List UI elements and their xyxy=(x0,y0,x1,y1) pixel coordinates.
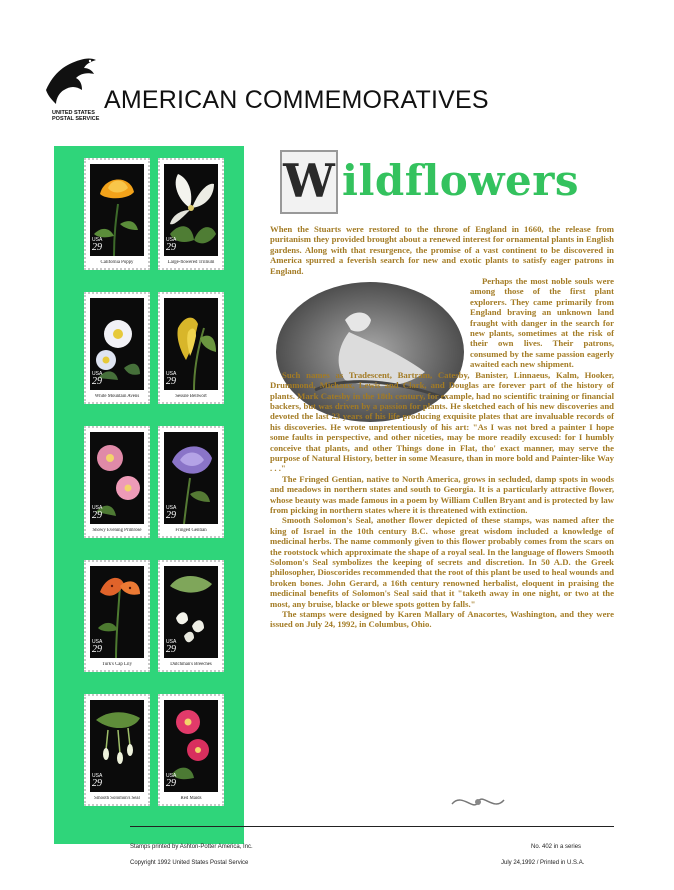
paragraph-3: Such names as Tradescent, Bartram, Catesby, Banister, Linnaeus, Kalm, Hooker, Drummond, Michaux, Lewis and Clark, and Douglas are forever part of the history of plants. Mark Catesby in the 18th century, for example, had no scientific training or financial backers, but was driven by a passion for plants. He sketched each of his new discoveries and devoted the last 23 years of his life producing exquisite plates that are invaluable records of his discoveries. He wrote unpretentiously of his art: "As I was not bred a painter I hope some faults in perspective, and other niceties, may be more readily excused: for I humbly conceive that plants, and other Things done in Flat, tho' exact manner, may serve the purpose of Natural History, better in some Measure, than in more bold and Painter-like Way . . ." xyxy=(270,369,614,474)
stamp-smooth-solomons-seal xyxy=(84,694,150,806)
illustration-wrap-column xyxy=(470,276,614,370)
article-body xyxy=(270,224,614,630)
stamp-turks-cap-lily xyxy=(84,560,150,672)
stamp-denomination: 29 xyxy=(166,644,176,655)
stamp-country: USA xyxy=(92,371,103,377)
paragraph-5: Smooth Solomon's Seal, another flower depicted of these stamps, was named after the king of Israel in the 10th century B.C. whose great wisdom included a knowledge of medicinal herbs. The name commonly given to this flower probably comes from the scars on the rootstock which approximate the shape of a royal seal. In the language of flowers Smooth Solomon's Seal symbolizes the keeping of secrets and discretion. In 50 A.D. the Greek philosopher, Dioscorides recommended that the root of this plant be used to heal wounds and broken bones. John Gerard, a 16th century renowned herbalist, eloquent in praising the medicinal benefits of Solomon's Seal said that it "taketh away in one night, or two at the most, any bruise, blacke or blewe spots gotten by falls." xyxy=(270,515,614,609)
stamp-denomination: 29 xyxy=(166,510,176,521)
stamp-country: USA xyxy=(166,505,177,511)
stamp-denomination: 29 xyxy=(92,510,102,521)
stamp-dutchmans-breeches xyxy=(158,560,224,672)
wildflowers-title xyxy=(280,150,630,220)
paragraph-1: When the Stuarts were restored to the throne of England in 1660, the release from puritanism they provided brought about a renewed interest for ornamental plants in English gardens. Along with that resurgence, the promise of a vast continent to be discovered in America spurred a feverish search for new and exotic plants to satisfy eager patrons in England. xyxy=(270,224,614,276)
stamp-denomination: 29 xyxy=(92,778,102,789)
stamp-country: USA xyxy=(166,371,177,377)
stamp-caption: Large-flowered Trillium xyxy=(167,260,215,265)
ornamental-dropcap xyxy=(280,150,338,214)
stamp-sheet xyxy=(54,146,244,844)
stamp-country: USA xyxy=(166,639,177,645)
dropcap-letter: W xyxy=(283,154,335,208)
agency-line-2: POSTAL SERVICE xyxy=(52,116,100,122)
stamp-caption: Sessile Bellwort xyxy=(175,394,207,399)
stamp-caption: Fringed Gentian xyxy=(175,528,207,533)
footer-rule xyxy=(130,826,614,827)
stamp-california-poppy xyxy=(84,158,150,270)
stamp-fringed-gentian xyxy=(158,426,224,538)
stamp-showy-evening-primrose xyxy=(84,426,150,538)
stamp-white-mountain-avens xyxy=(84,292,150,404)
stamp-denomination: 29 xyxy=(166,778,176,789)
stamp-denomination: 29 xyxy=(166,242,176,253)
paragraph-2: Perhaps the most noble souls were among those of the first plant explorers. They came primarily from England braving an unknown land fraught with danger in the search for new plants, sometimes at the risk of their own lives. Their patrons, consumed by the same passion eagerly awaited each new shipment. xyxy=(470,276,614,370)
stamp-caption: Turk's Cap Lily xyxy=(101,662,132,667)
stamp-sessile-bellwort xyxy=(158,292,224,404)
stamp-caption: Dutchman's Breeches xyxy=(170,662,212,667)
stamp-denomination: 29 xyxy=(92,242,102,253)
stamp-caption: Red Maids xyxy=(180,796,202,801)
stamp-caption: Smooth Solomon's Seal xyxy=(94,796,140,801)
stamp-denomination: 29 xyxy=(92,644,102,655)
stamp-denomination: 29 xyxy=(166,376,176,387)
stamp-caption: White Mountain Avens xyxy=(94,394,140,399)
printer-credit: Stamps printed by Ashton-Potter America, Inc. xyxy=(130,844,253,850)
stamp-country: USA xyxy=(92,773,103,779)
stamp-country: USA xyxy=(166,237,177,243)
page-title: AMERICAN COMMEMORATIVES xyxy=(104,86,489,114)
title-text: ildflowers xyxy=(342,156,579,205)
stamp-country: USA xyxy=(92,237,103,243)
paragraph-4: The Fringed Gentian, native to North America, grows in secluded, damp spots in woods and meadows in northern states and south to Georgia. It is a particularly attractive flower, whose beauty was made famous in a poem by William Cullen Bryant and is protected by law from picking in northern states where it is threatened with extinction. xyxy=(270,473,614,515)
stamp-large-flowered-trillium xyxy=(158,158,224,270)
stamp-country: USA xyxy=(92,639,103,645)
stamp-caption: California Poppy xyxy=(100,260,134,265)
series-number: No. 402 in a series xyxy=(531,844,582,850)
copyright-notice: Copyright 1992 United States Postal Service xyxy=(130,860,249,866)
agency-name xyxy=(52,110,102,122)
stamp-caption: Showy Evening Primrose xyxy=(92,528,142,533)
issue-date: July 24,1992 / Printed in U.S.A. xyxy=(501,860,585,866)
stamp-country: USA xyxy=(92,505,103,511)
flourish-ornament xyxy=(448,790,508,814)
paragraph-6: The stamps were designed by Karen Mallary of Anacortes, Washington, and they were issued on July 24, 1992, in Columbus, Ohio. xyxy=(270,609,614,630)
stamp-country: USA xyxy=(166,773,177,779)
stamp-red-maids xyxy=(158,694,224,806)
stamp-denomination: 29 xyxy=(92,376,102,387)
agency-line-1: UNITED STATES xyxy=(52,110,95,116)
